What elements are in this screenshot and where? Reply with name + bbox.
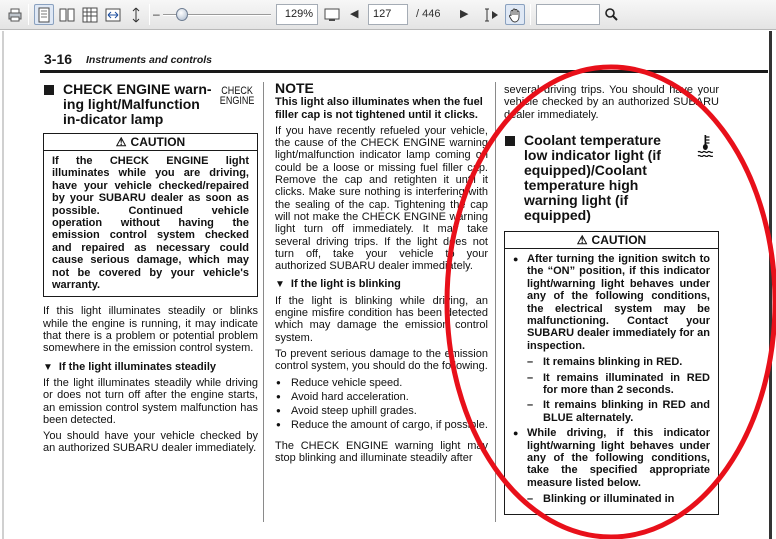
next-page-icon[interactable]: ▶	[460, 8, 469, 20]
coolant-heading: Coolant temperature low indicator light (if equipped)/Coolant temperature high warning light (if equipped)	[504, 133, 719, 223]
fit-width-button[interactable]	[103, 4, 123, 25]
select-text-icon	[484, 7, 500, 23]
caution-subitem: – It remains blinking in RED.	[513, 356, 710, 368]
search-input[interactable]	[536, 4, 600, 25]
column-1	[43, 82, 258, 459]
page-number-label: 3-16	[44, 51, 73, 67]
triangle-down-icon: ▼	[43, 361, 53, 373]
page-total: / 446	[416, 8, 441, 20]
paragraph: If the light illuminates steadily while driving or does not turn off after the engine starts, an emission control system malfunction has been detected.	[43, 376, 258, 426]
zoom-slider-thumb[interactable]	[176, 8, 188, 21]
check-engine-icon: CHECK ENGINE	[219, 85, 255, 107]
single-page-icon	[37, 7, 51, 23]
paragraph: If the light is blinking while driving, an engine misfire condition has been detected which may damage the emission control system.	[275, 294, 488, 344]
caution-box	[43, 133, 258, 297]
hand-tool-icon	[507, 7, 523, 23]
caution-item: ● While driving, if this indicator light/warning light behaves under any of the following conditions, take the specified appropriate measure listed below.	[513, 427, 710, 489]
fullscreen-button[interactable]	[322, 4, 342, 25]
fullscreen-icon	[324, 7, 340, 23]
select-text-button[interactable]	[482, 4, 502, 25]
fit-height-button[interactable]	[126, 4, 146, 25]
list-item: ● Avoid steep uphill grades.	[275, 405, 488, 417]
list-item: ● Reduce the amount of cargo, if possible.	[275, 419, 488, 431]
paragraph: You should have your vehicle checked by an authorized SUBARU dealer immediately.	[43, 430, 258, 455]
paragraph: To prevent serious damage to the emission control system, you should do the following.	[275, 347, 488, 373]
subheading: ▼ If the light is blinking	[275, 278, 401, 291]
viewer-toolbar	[0, 0, 776, 30]
single-page-button[interactable]	[34, 4, 54, 25]
caution-subitem: – It remains blinking in RED and BLUE alternately.	[513, 399, 710, 424]
two-page-button[interactable]	[57, 4, 77, 25]
coolant-temperature-icon	[697, 133, 717, 159]
column-2	[275, 82, 488, 468]
paragraph: The CHECK ENGINE warning light may stop blinking and illuminate steadily after	[275, 439, 488, 465]
paragraph: several driving trips. You should have your vehicle checked by an authorized SUBARU dealer immediately.	[504, 84, 719, 121]
search-button[interactable]	[604, 4, 620, 25]
thumbnails-icon	[82, 7, 98, 23]
warning-triangle-icon: ⚠	[576, 232, 588, 247]
page-number-input[interactable]: 127	[368, 4, 408, 25]
list-item: ● Reduce vehicle speed.	[275, 377, 488, 389]
note-text: If you have recently refueled your vehicle, the cause of the CHECK ENGINE warning light/malfunction indicator lamp coming on could be a loose or missing fuel filler cap. Remove the cap and retighten it until it clicks. Make sure nothing is interfering with the sealing of the cap. Tightening the cap will not make the CHECK ENGINE warning light turn off immediately. It may take several driving trips. If the light does not turn off, take your vehicle to your authorized SUBARU dealer immediately.	[275, 124, 488, 273]
hand-tool-button[interactable]	[505, 4, 525, 25]
caution-text	[505, 249, 718, 514]
note-title: NOTE	[275, 80, 314, 96]
check-engine-heading: CHECK ENGINE warn-ing light/Malfunction in-dicator lamp CHECK ENGINE	[43, 82, 258, 127]
warning-triangle-icon: ⚠	[115, 135, 127, 149]
caution-box	[504, 231, 719, 515]
zoom-input[interactable]: 129%	[276, 4, 318, 25]
caution-subitem: – Blinking or illuminated in	[513, 493, 710, 505]
viewer-scrollbar-edge	[769, 31, 772, 539]
caution-label: CAUTION	[130, 135, 186, 149]
caution-label: CAUTION	[591, 232, 647, 247]
fit-width-icon	[105, 7, 121, 23]
note-bold-text: This light also illuminates when the fuel filler cap is not tightened until it clicks.	[275, 96, 483, 121]
paragraph: If this light illuminates steadily or blinks while the engine is running, it may indicate that there is a problem or potential problem somewhere in the emission control system.	[43, 305, 258, 355]
caution-text: If the CHECK ENGINE light illuminates while you are driving, have your vehicle checked/repaired by your SUBARU dealer as soon as possible. Continued vehicle operation without having the emission control system checked and repaired as necessary could cause serious damage, which may not be covered by your vehicle's warranty.	[52, 155, 249, 292]
caution-item: ● After turning the ignition switch to the “ON” position, if this indicator light/warning light behaves under any of the following conditions, the electrical system may be malfunctioning. Contact your SUBARU dealer immediately for an inspection.	[513, 253, 710, 352]
fit-height-icon	[128, 7, 144, 23]
print-icon	[7, 7, 23, 23]
search-icon	[604, 7, 618, 23]
header-rule	[40, 70, 768, 73]
thumbnails-button[interactable]	[80, 4, 100, 25]
column-3	[504, 84, 719, 523]
subheading: ▼ If the light illuminates steadily	[43, 360, 216, 373]
list-item: ● Avoid hard acceleration.	[275, 391, 488, 403]
two-page-icon	[59, 7, 75, 23]
triangle-down-icon: ▼	[275, 279, 285, 291]
zoom-out-icon[interactable]: –	[153, 7, 160, 21]
section-title: Instruments and controls	[86, 54, 213, 66]
print-button[interactable]	[5, 4, 25, 25]
caution-subitem: – It remains illuminated in RED for more than 2 seconds.	[513, 372, 710, 397]
prev-page-icon[interactable]: ◀	[350, 8, 359, 20]
